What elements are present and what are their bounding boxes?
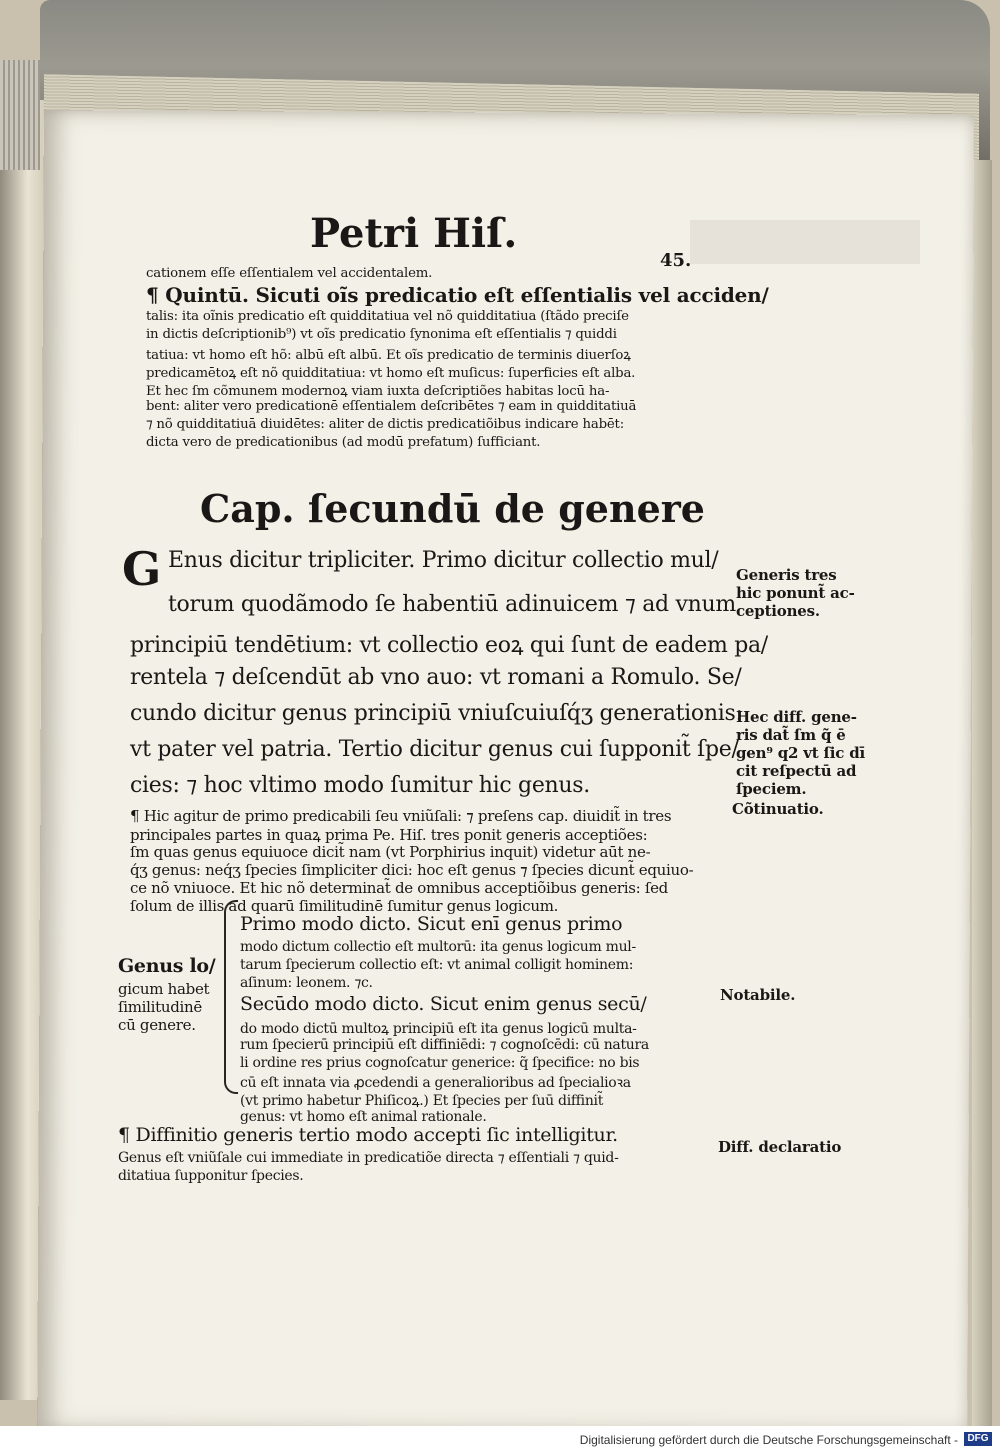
text-line: ce nõ vniuoce. Et hic nõ determinat̃ de omnibus acceptiõibus generis: ſed bbox=[130, 879, 668, 897]
text-line: Genus eſt vniũſale cui immediate in predicatiõe directa ⁊ eſſentiali ⁊ quid- bbox=[118, 1150, 619, 1166]
margin-line: Genus lo/ bbox=[118, 955, 216, 977]
text-line: aſinum: leonem. ⁊c. bbox=[240, 975, 373, 991]
show-through bbox=[690, 220, 920, 264]
margin-line: hic ponunt̃ ac- bbox=[736, 584, 855, 602]
text-line: talis: ita oĩnis predicatio eſt quidditatiua vel nõ quidditatiua (ſtãdo preciſe bbox=[146, 309, 629, 324]
text-line: ⁊ nõ quidditatiuā diuidētes: aliter de dictis predicatiõibus indicare habēt: bbox=[146, 417, 624, 432]
text-line: rum ſpecierū principiū eſt diffiniēdi: ⁊ cognoſcēdi: cū natura bbox=[240, 1037, 649, 1053]
text-line: ¶ Hic agitur de primo predicabili ſeu vniũſali: ⁊ preſens cap. diuidit̃ in tres bbox=[130, 807, 672, 825]
margin-line: ſpeciem. bbox=[736, 780, 807, 798]
brace bbox=[224, 900, 238, 1094]
text-line: vt pater vel patria. Tertio dicitur genus cui ſupponit̃ ſpe/ bbox=[130, 737, 739, 762]
running-title: Petri Hiſ. bbox=[310, 210, 518, 257]
chapter-heading: Cap. ſecundū de genere bbox=[200, 486, 705, 531]
text-line: tarum ſpecierum collectio eſt: vt animal colligit hominem: bbox=[240, 957, 634, 973]
margin-line: gen⁹ q2 vt ſic dī bbox=[736, 744, 866, 762]
margin-line: Notabile. bbox=[720, 986, 796, 1004]
text-line: ſolum de illis ad quarū ſimilitudinē ſumitur genus logicum. bbox=[130, 897, 559, 915]
text-line: modo dictum collectio eſt multorū: ita genus logicum mul- bbox=[240, 939, 636, 955]
text-line: tatiua: vt homo eſt hõ: albū eſt albū. Et oĩs predicatio de terminis diuerſoꝝ bbox=[146, 348, 631, 363]
text-line: cundo dicitur genus principiū vniuſcuiuſq́ʒ generationis: bbox=[130, 701, 743, 726]
text-line: li ordine res prius cognoſcatur generice: q̃ ſpecifice: no bis bbox=[240, 1055, 640, 1071]
margin-line: cū genere. bbox=[118, 1016, 196, 1034]
margin-line: Diff. declaratio bbox=[718, 1138, 842, 1156]
text-line: predicamētoꝝ eſt nõ quidditatiua: vt homo eſt muſicus: ſuperficies eſt alba. bbox=[146, 366, 636, 381]
margin-line: ceptiones. bbox=[736, 602, 820, 620]
page-right-edge bbox=[972, 160, 992, 1430]
text-line: principales partes in quaꝝ prima Pe. Hiſ. tres ponit generis acceptiões: bbox=[130, 826, 648, 844]
margin-line: Cõtinuatio. bbox=[732, 800, 824, 818]
text-line: torum quodãmodo ſe habentiū adinuicem ⁊ ad vnum bbox=[168, 592, 736, 617]
margin-line: ris dat̃ ſm q̃ ē bbox=[736, 726, 846, 744]
text-line: (vt primo habetur Phiſicoꝝ.) Et ſpecies per ſuū diffinit̃ bbox=[240, 1093, 604, 1109]
text-line: Enus dicitur tripliciter. Primo dicitur collectio mul/ bbox=[168, 548, 719, 573]
text-line: q́ʒ genus: neq́ʒ ſpecies ſimpliciter dici: hoc eſt genus ⁊ ſpecies dicunt̃ equiuo- bbox=[130, 861, 694, 879]
text-line: in dictis deſcriptionib⁹) vt oĩs predicatio ſynonima eſt eſſentialis ⁊ quiddi bbox=[146, 327, 617, 342]
footer-credit: Digitalisierung gefördert durch die Deutsche Forschungsgemeinschaft - bbox=[579, 1433, 958, 1447]
digitization-footer bbox=[0, 1426, 1000, 1453]
text-line: ditatiua ſupponitur ſpecies. bbox=[118, 1168, 304, 1184]
text-line: rentela ⁊ deſcendūt ab vno auo: vt romani a Romulo. Se/ bbox=[130, 665, 742, 690]
initial-letter: G bbox=[122, 542, 162, 596]
text-line: cū eſt innata via ꝓcedendi a generalioribus ad ſpecialioꝛa bbox=[240, 1075, 631, 1091]
text-line: ¶ Diffinitio generis tertio modo accepti ſic intelligitur. bbox=[118, 1124, 618, 1146]
margin-line: Hec diff. gene- bbox=[736, 708, 857, 726]
margin-line: ſimilitudinē bbox=[118, 998, 202, 1016]
text-line: principiū tendētium: vt collectio eoꝝ qui ſunt de eadem pa/ bbox=[130, 633, 768, 658]
text-line: ¶ Quintū. Sicuti oĩs predicatio eſt eſſentialis vel acciden/ bbox=[146, 283, 769, 307]
margin-line: Generis tres bbox=[736, 566, 837, 584]
text-line: cationem eſſe eſſentialem vel accidentalem. bbox=[146, 266, 433, 281]
folio-number: 45. bbox=[660, 250, 692, 271]
margin-line: gicum habet bbox=[118, 980, 210, 998]
margin-line: cit reſpectū ad bbox=[736, 762, 857, 780]
text-line: bent: aliter vero predicationē eſſentialem deſcribētes ⁊ eam in quidditatiuā bbox=[146, 399, 637, 414]
binding-threads bbox=[0, 60, 40, 170]
dfg-logo: DFG bbox=[964, 1432, 992, 1446]
text-line: dicta vero de predicationibus (ad modū prefatum) ſufficiant. bbox=[146, 435, 541, 450]
text-line: genus: vt homo eſt animal rationale. bbox=[240, 1109, 487, 1125]
text-line: Primo modo dicto. Sicut enī genus primo bbox=[240, 913, 623, 935]
text-line: Et hec ſm cõmunem modernoꝝ viam iuxta deſcriptiões habitas locū ha- bbox=[146, 384, 610, 399]
text-line: ſm quas genus equiuoce dicit̃ nam (vt Porphirius inquit) videtur aūt ne- bbox=[130, 843, 651, 861]
text-line: cies: ⁊ hoc vltimo modo ſumitur hic genus. bbox=[130, 773, 590, 798]
text-line: do modo dictū multoꝝ principiū eſt ita genus logicū multa- bbox=[240, 1021, 637, 1037]
text-line: Secūdo modo dicto. Sicut enim genus secū/ bbox=[240, 993, 647, 1015]
